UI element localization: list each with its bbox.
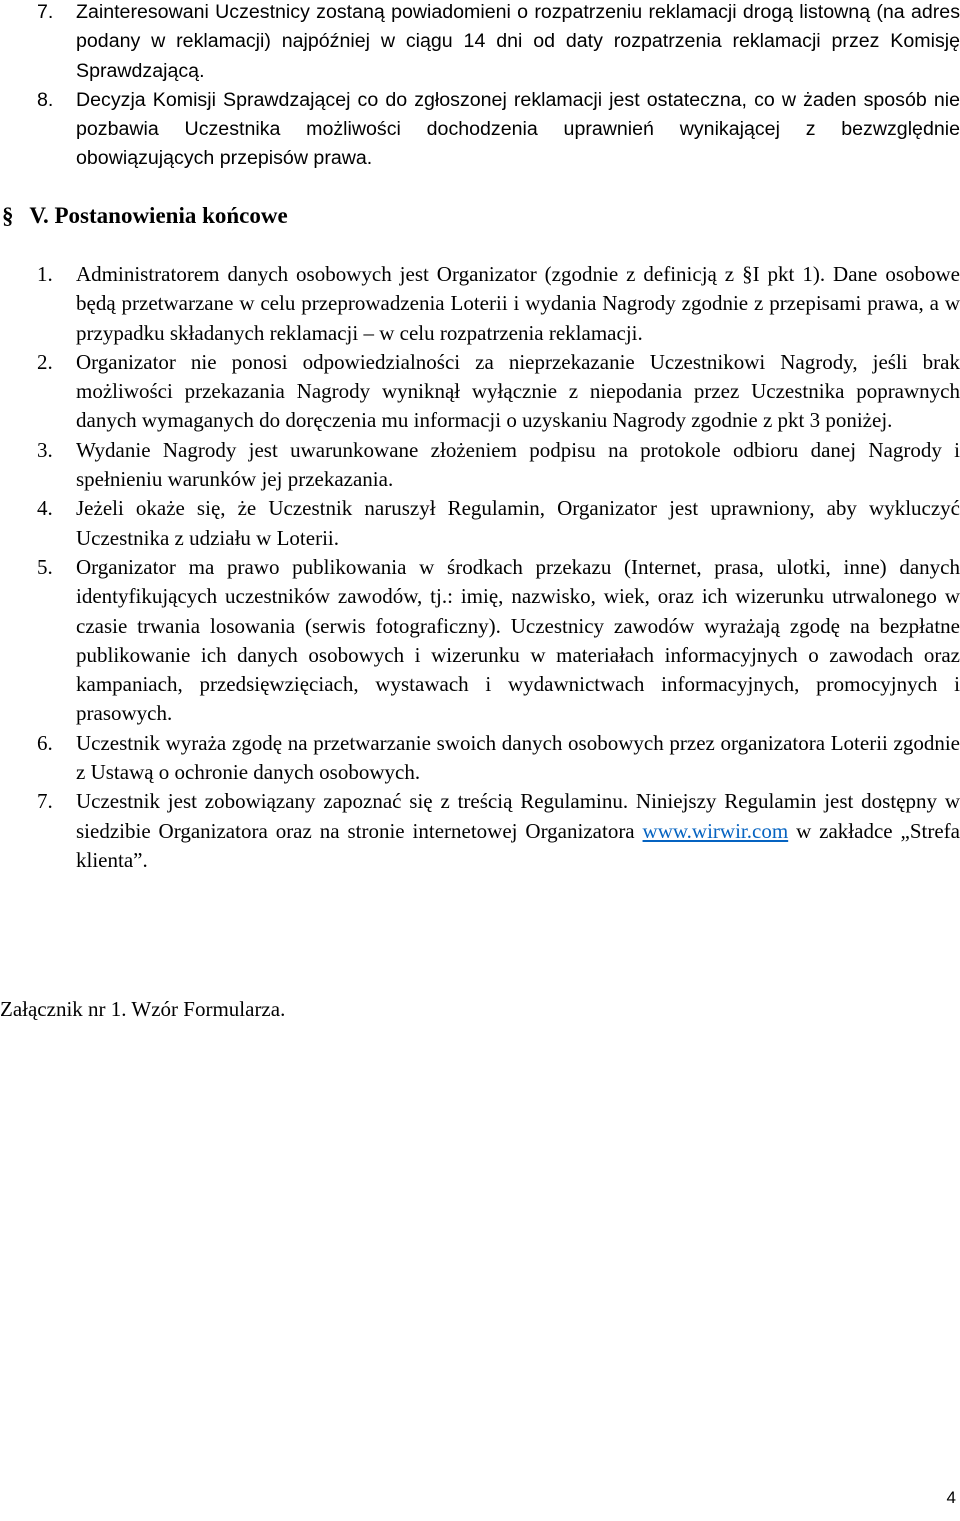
item-text: Decyzja Komisji Sprawdzającej co do zgłoszonej reklamacji jest ostateczna, co w żaden sposób nie pozbawia Uczestnika możliwości dochodzenia uprawnień wynikającej z bezwzględnie obowiązujących przepisów prawa. <box>76 88 960 170</box>
item-number: 7. <box>37 789 53 814</box>
list-item <box>0 729 960 788</box>
item-text: Organizator ma prawo publikowania w środkach przekazu (Internet, prasa, ulotki, inne) danych identyfikujących uczestników zawodów, tj.: imię, nazwisko, wiek, oraz ich wizerunku utrwalonego w czasie trwania losowania (serwis fotograficzny). Uczestnicy zawodów wyrażają zgodę na bezpłatne publikowanie ich danych osobowych i wizerunku w materiałach informacyjnych o zawodach oraz kampaniach, przedsięwzięciach, wystawach i wydawnictwach informacyjnych, promocyjnych i prasowych. <box>76 554 960 726</box>
item-number: 7. <box>37 1 54 23</box>
section-title: V. Postanowienia końcowe <box>29 203 288 228</box>
section-sign: § <box>2 203 14 228</box>
attachment-note: Załącznik nr 1. Wzór Formularza. <box>0 997 286 1021</box>
list-item <box>0 494 960 553</box>
item-text: Administratorem danych osobowych jest Organizator (zgodnie z definicją z §I pkt 1). Dane osobowe będą przetwarzane w celu przeprowadzenia Loterii i wydania Nagrody zgodnie z przepisami prawa, a w przypadku składanych reklamacji – w celu rozpatrzenia reklamacji. <box>76 262 960 345</box>
list-item <box>0 787 960 875</box>
section-heading <box>2 200 288 232</box>
list-item <box>0 553 960 729</box>
complaints-section-tail <box>0 0 960 174</box>
item-text: Zainteresowani Uczestnicy zostaną powiadomieni o rozpatrzeniu reklamacji drogą listowną (na adres podany w reklamacji) najpóźniej w ciągu 14 dni od daty rozpatrzenia reklamacji przez Komisję Sprawdzającą. <box>76 1 960 82</box>
final-provisions-section <box>0 260 960 875</box>
item-text: Organizator nie ponosi odpowiedzialności za nieprzekazanie Uczestnikowi Nagrody, jeśli brak możliwości przekazania Nagrody wyniknął wyłącznie z niepodania przez Uczestnika poprawnych danych wymaganych do doręczenia mu informacji o uzyskaniu Nagrody zgodnie z pkt 3 poniżej. <box>76 349 960 433</box>
list-item <box>0 86 960 174</box>
website-link[interactable]: www.wirwir.com <box>642 818 789 843</box>
item-number: 4. <box>37 496 53 521</box>
item-number: 5. <box>37 554 53 579</box>
item-text: Wydanie Nagrody jest uwarunkowane złożeniem podpisu na protokole odbioru danej Nagrody i spełnieniu warunków jej przekazania. <box>76 437 960 492</box>
item-text: Uczestnik wyraża zgodę na przetwarzanie swoich danych osobowych przez organizatora Loterii zgodnie z Ustawą o ochronie danych osobowych. <box>76 730 960 785</box>
list-item <box>0 436 960 495</box>
list-item <box>0 260 960 348</box>
page-number: 4 <box>946 1488 956 1507</box>
item-number: 3. <box>37 437 53 462</box>
item-text: Jeżeli okaże się, że Uczestnik naruszył Regulamin, Organizator jest uprawniony, aby wykluczyć Uczestnika z udziału w Loterii. <box>76 496 960 550</box>
list-item <box>0 348 960 436</box>
item-number: 1. <box>37 262 53 286</box>
item-number: 8. <box>37 88 54 111</box>
item-text: Uczestnik jest zobowiązany zapoznać się z treścią Regulaminu. Niniejszy Regulamin jest dostępny w siedzibie Organizatora oraz na stronie internetowej Organizatora <box>76 789 960 843</box>
item-number: 6. <box>37 730 53 755</box>
list-item <box>0 0 960 86</box>
item-number: 2. <box>37 349 53 374</box>
item-text-suffix: w zakładce „Strefa klienta”. <box>76 818 960 872</box>
